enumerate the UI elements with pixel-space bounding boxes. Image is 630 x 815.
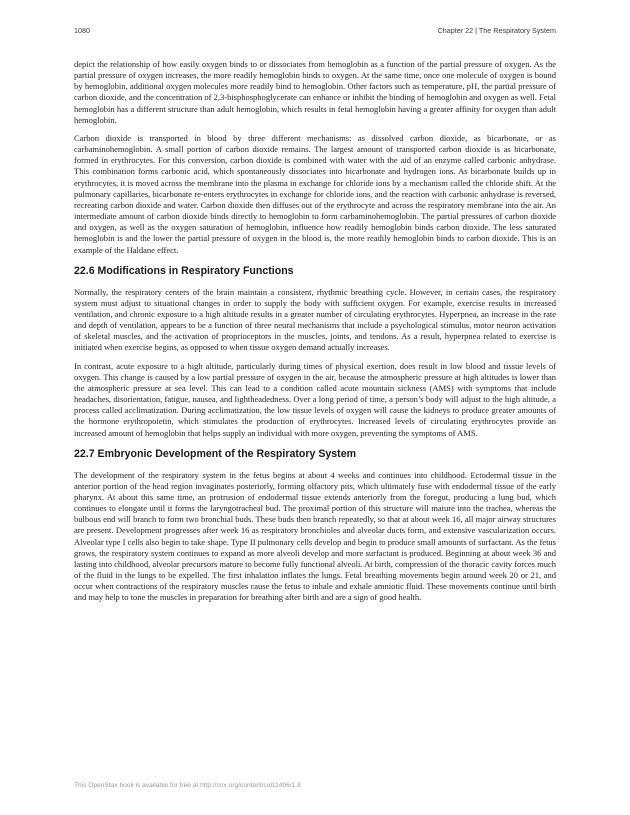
paragraph-hyperpnea: Normally, the respiratory centers of the brain maintain a consistent, rhythmic breathing cycle. However, in certain cases, the respiratory system must adjust to situational changes in order to supply the body with sufficient oxygen. For example, exercise results in increased ventilation, and chronic exposure to a high altitude results in a greater number of circulating erythrocytes. Hyperpnea, an increase in the rate and depth of ventilation, appears to be a function of three neural mechanisms that include a psychological stimulus, motor neuron activation of skeletal muscles, and the activation of proprioceptors in the muscles, joints, and tendons. As a result, hyperpnea related to exercise is initiated when exercise begins, as opposed to when tissue oxygen demand actually increases. — [74, 286, 556, 353]
paragraph-embryonic-development: The development of the respiratory system in the fetus begins at about 4 weeks and continues into childhood. Ectodermal tissue in the anterior portion of the head region invaginates posteriorly, forming olfactory pits, which ultimately fuse with endodermal tissue of the early pharynx. At about this same time, an protrusion of endodermal tissue extends anteriorly from the foregut, producing a lung bud, which continues to elongate until it forms the laryngotracheal bud. The proximal portion of this structure will mature into the trachea, whereas the bulbous end will branch to form two bronchial buds. These buds then branch repeatedly, so that at about week 16, all major airway structures are present. Development progresses after week 16 as respiratory bronchioles and alveolar ducts form, and extensive vascularization occurs. Alveolar type I cells also begin to take shape. Type II pulmonary cells develop and begin to produce small amounts of surfactant. As the fetus grows, the respiratory system continues to expand as more alveoli develop and more surfactant is produced. Beginning at about week 36 and lasting into childhood, alveolar precursors mature to become fully functional alveoli. At birth, compression of the thoracic cavity forces much of the fluid in the lungs to be expelled. The first inhalation inflates the lungs. Fetal breathing movements begin around week 20 or 21, and occur when contractions of the respiratory muscles cause the fetus to inhale and exhale amniotic fluid. These movements continue until birth and may help to tone the muscles in preparation for breathing after birth and are a sign of good health. — [74, 469, 556, 603]
paragraph-carbon-dioxide-transport: Carbon dioxide is transported in blood by three different mechanisms: as dissolved carbon dioxide, as bicarbonate, or as carbaminohemoglobin. A small portion of carbon dioxide remains. The largest amount of transported carbon dioxide is as bicarbonate, formed in erythrocytes. For this conversion, carbon dioxide is combined with water with the aid of an enzyme called carbonic anhydrase. This combination forms carbonic acid, which spontaneously dissociates into bicarbonate and hydrogen ions. As bicarbonate builds up in erythrocytes, it is moved across the membrane into the plasma in exchange for chloride ions by a mechanism called the chloride shift. At the pulmonary capillaries, bicarbonate re-enters erythrocytes in exchange for chloride ions, and the reaction with carbonic anhydrase is reversed, recreating carbon dioxide and water. Carbon dioxide then diffuses out of the erythrocyte and across the respiratory membrane into the air. An intermediate amount of carbon dioxide binds directly to hemoglobin to form carbaminohemoglobin. The partial pressures of carbon dioxide and oxygen, as well as the oxygen saturation of hemoglobin, influence how readily hemoglobin binds carbon dioxide. The less saturated hemoglobin is and the lower the partial pressure of oxygen in the blood is, the more readily hemoglobin binds to carbon dioxide. This is an example of the Haldane effect. — [74, 132, 556, 255]
page-number: 1080 — [74, 26, 90, 35]
section-heading-22-7: 22.7 Embryonic Development of the Respiratory System — [74, 447, 357, 460]
running-header: Chapter 22 | The Respiratory System — [437, 26, 556, 35]
section-heading-22-6: 22.6 Modifications in Respiratory Functions — [74, 264, 294, 277]
paragraph-high-altitude: In contrast, acute exposure to a high altitude, particularly during times of physical exertion, does result in low blood and tissue levels of oxygen. This change is caused by a low partial pressure of oxygen in the air, because the atmospheric pressure at high altitudes is lower than the atmospheric pressure at sea level. This can lead to a condition called acute mountain sickness (AMS) with symptoms that include headaches, disorientation, fatigue, nausea, and lightheadedness. Over a long period of time, a person’s body will adjust to the high altitude, a process called acclimatization. During acclimatization, the low tissue levels of oxygen will cause the kidneys to produce greater amounts of the hormone erythropoietin, which stimulates the production of erythrocytes. Increased levels of circulating erythrocytes provide an increased amount of hemoglobin that helps supply an individual with more oxygen, preventing the symptoms of AMS. — [74, 360, 556, 438]
footer-license-note: This OpenStax book is available for free at http://cnx.org/content/col11496/1.8 — [74, 782, 301, 789]
paragraph-oxygen-dissociation: depict the relationship of how easily oxygen binds to or dissociates from hemoglobin as a function of the partial pressure of oxygen. As the partial pressure of oxygen increases, the more readily hemoglobin binds to oxygen. At the same time, once one molecule of oxygen is bound by hemoglobin, additional oxygen molecules more readily bind to hemoglobin. Other factors such as temperature, pH, the partial pressure of carbon dioxide, and the concentration of 2,3-bisphosphoglycerate can enhance or inhibit the binding of hemoglobin and oxygen as well. Fetal hemoglobin has a different structure than adult hemoglobin, which results in fetal hemoglobin having a greater affinity for oxygen than adult hemoglobin. — [74, 59, 556, 125]
page-body — [74, 59, 556, 611]
